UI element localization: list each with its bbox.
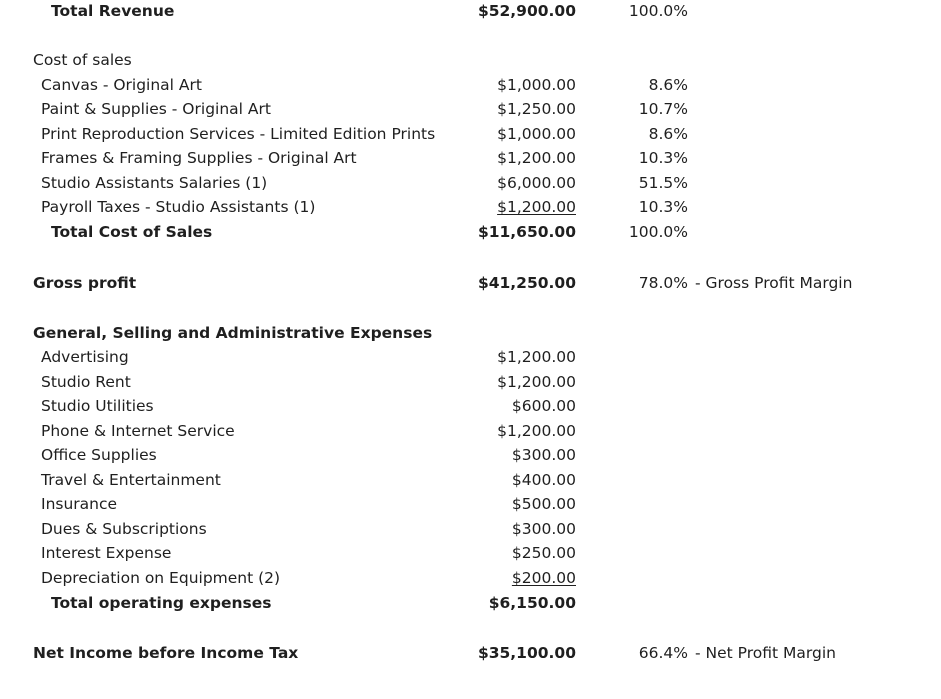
row-amount: $1,200.00 [497,422,576,440]
row-label: Total Cost of Sales [51,223,213,241]
row-label: Gross profit [33,274,137,292]
row-amount: $35,100.00 [477,644,576,662]
row-label: Phone & Internet Service [41,422,235,440]
row-amount: $41,250.00 [477,274,576,292]
cost-of-sales-heading-row [0,49,941,71]
row-label: Payroll Taxes - Studio Assistants (1) [41,198,316,216]
row-label: Office Supplies [41,446,157,464]
total-cost-of-sales-row [0,221,941,243]
operating-expenses-heading-row [0,322,941,344]
row-label: Interest Expense [41,544,172,562]
row-percent: 100.0% [628,223,688,241]
row-note: - Net Profit Margin [695,644,836,662]
net-income-row [0,642,941,664]
row-label: Total operating expenses [51,594,272,612]
row-amount: $200.00 [511,569,576,587]
table-row [0,518,941,540]
table-row [0,493,941,515]
table-row [0,196,941,218]
row-label: Total Revenue [51,2,175,20]
row-percent: 66.4% [638,644,688,662]
row-label: Insurance [41,495,118,513]
row-percent: 51.5% [638,174,688,192]
row-amount: $1,200.00 [497,198,576,216]
table-row [0,567,941,589]
row-amount: $1,250.00 [497,100,576,118]
row-percent: 10.3% [638,149,688,167]
table-row [0,542,941,564]
table-row [0,172,941,194]
row-note: - Gross Profit Margin [695,274,853,292]
row-amount: $500.00 [511,495,576,513]
row-amount: $1,200.00 [497,149,576,167]
row-amount: $1,200.00 [497,373,576,391]
row-percent: 10.3% [638,198,688,216]
table-row [0,147,941,169]
total-operating-expenses-row [0,592,941,614]
row-amount: $300.00 [511,520,576,538]
table-row [0,98,941,120]
row-label: Frames & Framing Supplies - Original Art [41,149,357,167]
row-percent: 8.6% [648,125,688,143]
table-row [0,371,941,393]
row-label: Depreciation on Equipment (2) [41,569,281,587]
row-percent: 8.6% [648,76,688,94]
table-row [0,469,941,491]
table-row [0,395,941,417]
gross-profit-row [0,272,941,294]
table-row [0,420,941,442]
row-label: Studio Rent [41,373,131,391]
row-amount: $250.00 [511,544,576,562]
row-label: Net Income before Income Tax [33,644,299,662]
table-row [0,123,941,145]
section-heading: Cost of sales [33,51,132,69]
row-amount: $300.00 [511,446,576,464]
section-heading: General, Selling and Administrative Expenses [33,324,433,342]
table-row [0,346,941,368]
row-label: Paint & Supplies - Original Art [41,100,271,118]
row-label: Travel & Entertainment [41,471,221,489]
row-amount: $1,200.00 [497,348,576,366]
row-label: Studio Assistants Salaries (1) [41,174,268,192]
row-percent: 78.0% [638,274,688,292]
row-percent: 100.0% [628,2,688,20]
table-row [0,444,941,466]
row-amount: $1,000.00 [497,76,576,94]
row-amount: $6,000.00 [497,174,576,192]
row-label: Advertising [41,348,129,366]
total-revenue-row [0,0,941,22]
row-amount: $52,900.00 [477,2,576,20]
row-amount: $6,150.00 [488,594,576,612]
table-row [0,74,941,96]
row-label: Dues & Subscriptions [41,520,207,538]
row-label: Studio Utilities [41,397,154,415]
row-amount: $11,650.00 [477,223,576,241]
row-label: Canvas - Original Art [41,76,202,94]
row-amount: $600.00 [511,397,576,415]
row-amount: $1,000.00 [497,125,576,143]
row-label: Print Reproduction Services - Limited Edition Prints [41,125,436,143]
row-percent: 10.7% [638,100,688,118]
row-amount: $400.00 [511,471,576,489]
